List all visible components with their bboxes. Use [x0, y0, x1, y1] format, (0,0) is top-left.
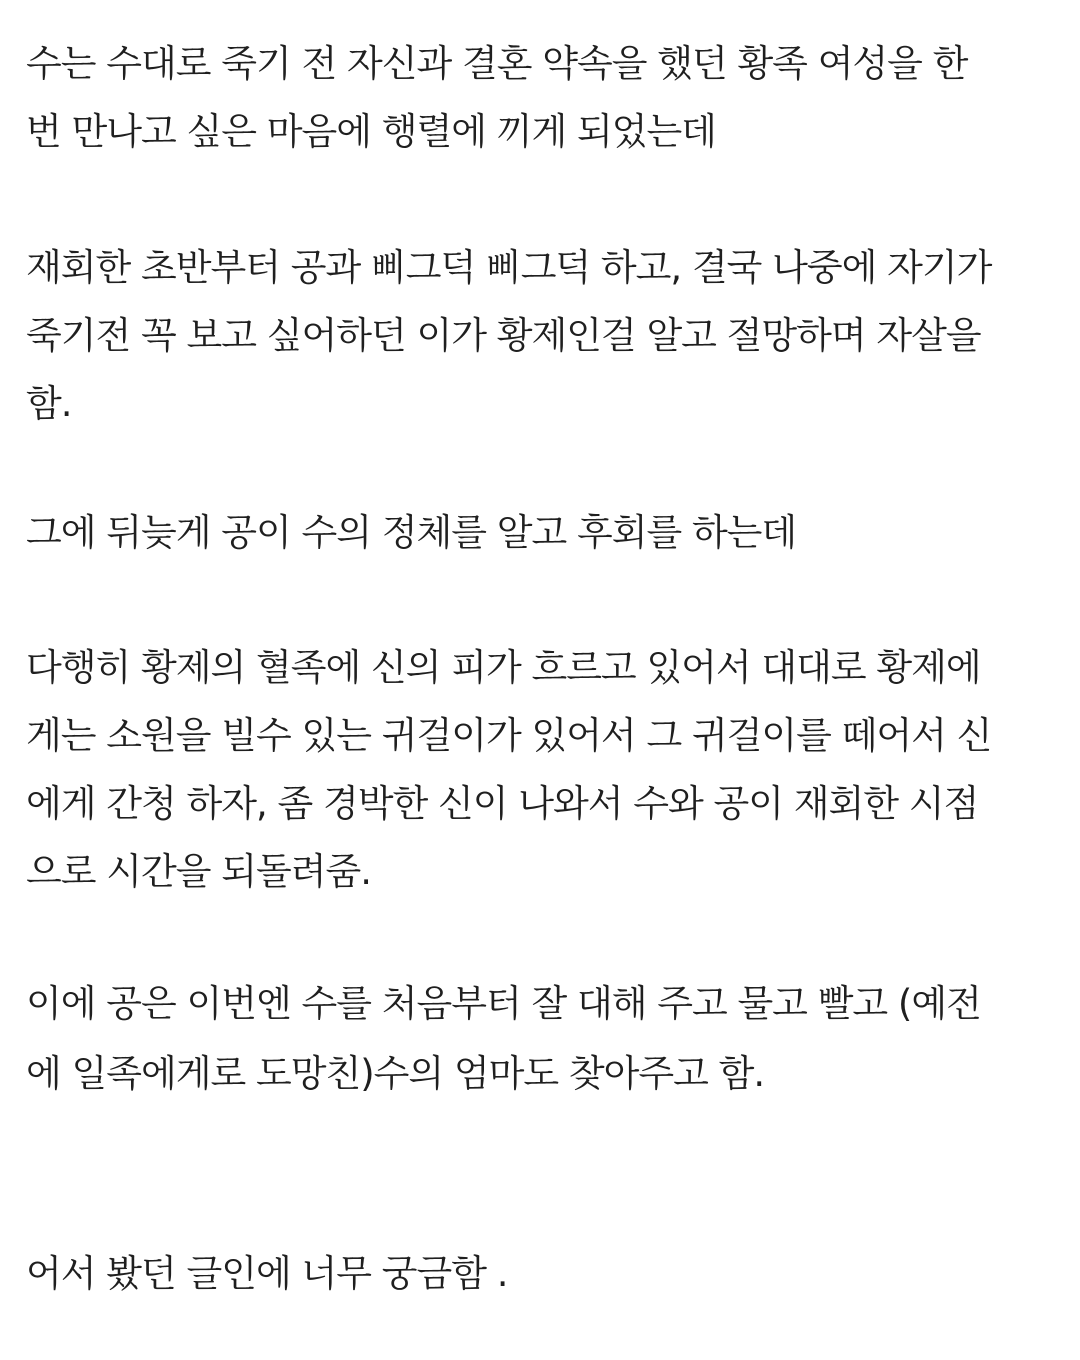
post-line: 에게 간청 하자, 좀 경박한 신이 나와서 수와 공이 재회한 시점	[26, 782, 979, 825]
post-line: 이에 공은 이번엔 수를 처음부터 잘 대해 주고 물고 빨고 (예전	[26, 982, 981, 1025]
post-line: 게는 소원을 빌수 있는 귀걸이가 있어서 그 귀걸이를 떼어서 신	[26, 714, 992, 757]
post-line: 으로 시간을 되돌려줌.	[26, 850, 371, 893]
post-line: 다행히 황제의 혈족에 신의 피가 흐르고 있어서 대대로 황제에	[26, 646, 981, 689]
post-line: 함.	[26, 382, 72, 425]
post-line: 죽기전 꼭 보고 싶어하던 이가 황제인걸 알고 절망하며 자살을	[26, 314, 981, 357]
post-line: 재회한 초반부터 공과 삐그덕 삐그덕 하고, 결국 나중에 자기가	[26, 246, 992, 289]
post-line: 에 일족에게로 도망친)수의 엄마도 찾아주고 함.	[26, 1052, 765, 1095]
post-line: 번 만나고 싶은 마음에 행렬에 끼게 되었는데	[26, 110, 716, 153]
post-line: 수는 수대로 죽기 전 자신과 결혼 약속을 했던 황족 여성을 한	[26, 42, 968, 85]
post-line: 어서 봤던 글인에 너무 궁금함 .	[26, 1252, 508, 1295]
post-line: 그에 뒤늦게 공이 수의 정체를 알고 후회를 하는데	[26, 511, 797, 554]
